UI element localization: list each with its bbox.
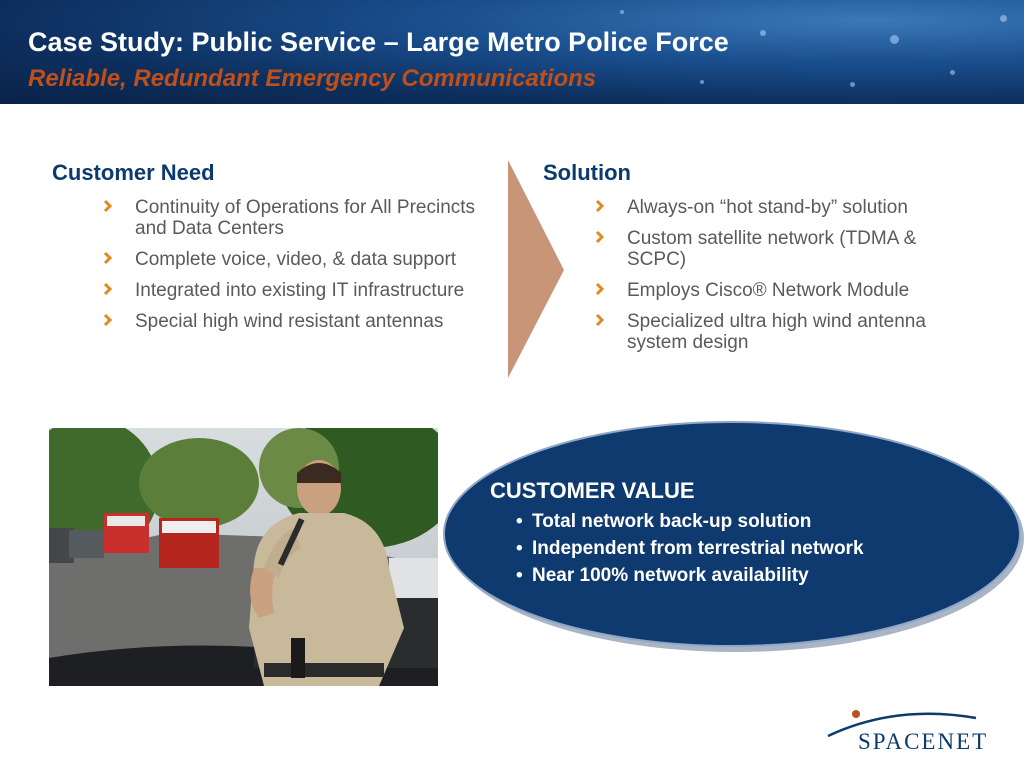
- list-item: [627, 197, 977, 218]
- customer-need-text: Special high wind resistant antennas: [135, 311, 444, 332]
- list-item: [135, 249, 507, 270]
- list-item: [135, 280, 507, 301]
- arrow-right-icon: [508, 160, 568, 380]
- customer-value-text: Near 100% network availability: [532, 565, 809, 586]
- list-item: [135, 311, 507, 332]
- customer-need-text: Complete voice, video, & data support: [135, 249, 457, 270]
- bullet-icon: •: [516, 538, 523, 559]
- solution-text: Custom satellite network (TDMA & SCPC): [627, 228, 917, 270]
- solution-text: Specialized ultra high wind antenna system design: [627, 311, 926, 353]
- customer-value-heading: CUSTOMER VALUE: [490, 478, 695, 503]
- list-item: [627, 280, 977, 301]
- list-item: [516, 508, 864, 535]
- list-item: [627, 228, 977, 270]
- customer-value-text: Total network back-up solution: [532, 511, 812, 532]
- chevron-right-icon: [102, 281, 114, 297]
- list-item: [516, 562, 864, 589]
- solution-text: Employs Cisco® Network Module: [627, 280, 910, 301]
- list-item: [516, 535, 864, 562]
- page-title: Case Study: Public Service – Large Metro Police Force: [28, 27, 729, 57]
- chevron-right-icon: [102, 312, 114, 328]
- list-item: [627, 311, 977, 353]
- chevron-right-icon: [594, 281, 606, 297]
- bullet-icon: •: [516, 565, 523, 586]
- police-officer-photo: [49, 428, 438, 686]
- logo-text: SPACENET: [858, 729, 989, 754]
- solution-text: Always-on “hot stand-by” solution: [627, 197, 908, 218]
- chevron-right-icon: [594, 312, 606, 328]
- customer-need-text: Continuity of Operations for All Precincts and Data Centers: [135, 197, 476, 239]
- customer-value-text: Independent from terrestrial network: [532, 538, 864, 559]
- spacenet-logo: [826, 706, 1002, 756]
- page-subtitle: Reliable, Redundant Emergency Communications: [28, 65, 597, 92]
- customer-need-text: Integrated into existing IT infrastructure: [135, 280, 465, 301]
- bullet-icon: •: [516, 511, 523, 532]
- chevron-right-icon: [594, 229, 606, 245]
- solution-list: [627, 197, 977, 363]
- list-item: [135, 197, 507, 239]
- customer-need-heading: Customer Need: [52, 160, 215, 185]
- chevron-right-icon: [102, 198, 114, 214]
- chevron-right-icon: [594, 198, 606, 214]
- customer-value-list: [516, 508, 864, 589]
- solution-heading: Solution: [543, 160, 631, 185]
- title-banner: [0, 0, 1024, 104]
- chevron-right-icon: [102, 250, 114, 266]
- customer-need-list: [135, 197, 507, 342]
